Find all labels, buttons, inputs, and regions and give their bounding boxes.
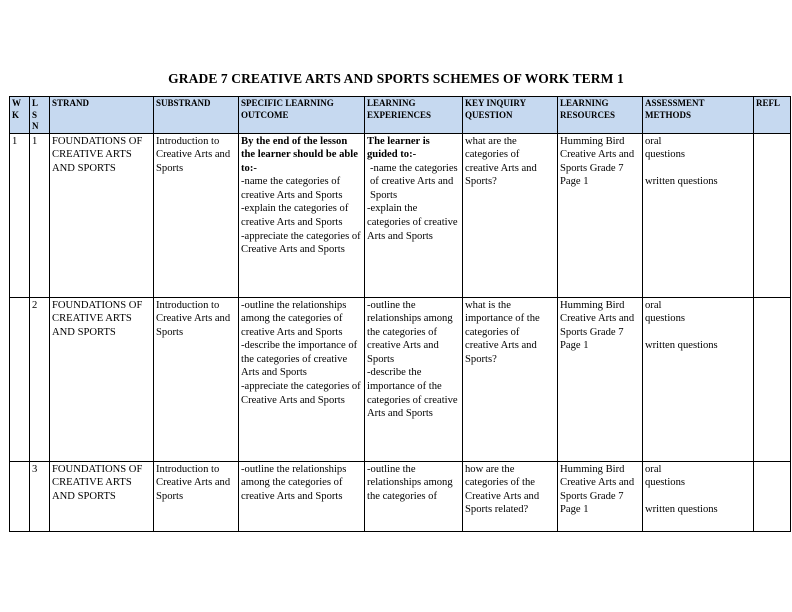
cell-learning-experiences xyxy=(365,133,463,297)
cell-reflection xyxy=(754,461,791,531)
slo-item: -explain the categories of creative Arts and Sports xyxy=(241,203,349,229)
cell-strand: FOUNDATIONS OF CREATIVE ARTS AND SPORTS xyxy=(50,461,154,531)
cell-reflection xyxy=(754,133,791,297)
le-intro: The learner is guided to:- xyxy=(367,135,430,161)
header-wk: W K xyxy=(10,97,30,134)
cell-key-inquiry-question: what is the importance of the categories of creative Arts and Sports? xyxy=(463,297,558,461)
page-title: GRADE 7 CREATIVE ARTS AND SPORTS SCHEMES OF WORK TERM 1 xyxy=(168,71,624,86)
cell-learning-experiences xyxy=(365,297,463,461)
cell-learning-resources: Humming Bird Creative Arts and Sports Grade 7 Page 1 xyxy=(558,297,643,461)
header-strand: STRAND xyxy=(50,97,154,134)
header-learning-experiences: LEARNING EXPERIENCES xyxy=(365,97,463,134)
cell-strand: FOUNDATIONS OF CREATIVE ARTS AND SPORTS xyxy=(50,133,154,297)
table-row xyxy=(10,133,791,297)
le-item: -name the categories of creative Arts and Sports xyxy=(370,162,458,201)
cell-assessment-methods: oral questions written questions xyxy=(643,461,754,531)
header-assessment-methods: ASSESSMENT METHODS xyxy=(643,97,754,134)
slo-item: -name the categories of creative Arts and Sports xyxy=(241,176,343,201)
cell-assessment-methods: oral questions written questions xyxy=(643,133,754,297)
slo-item: -describe the importance of the categories of creative Arts and Sports xyxy=(241,340,358,379)
le-item: -explain the categories of creative Arts and Sports xyxy=(367,203,458,242)
le-item: -outline the relationships among the categories of xyxy=(367,463,453,502)
cell-assessment-methods: oral questions written questions xyxy=(643,297,754,461)
cell-week: 1 xyxy=(10,133,30,297)
cell-learning-experiences xyxy=(365,461,463,531)
slo-item: -outline the relationships among the categories of creative Arts and Sports xyxy=(241,463,347,502)
cell-specific-learning-outcome xyxy=(239,461,365,531)
cell-substrand: Introduction to Creative Arts and Sports xyxy=(154,133,239,297)
cell-lesson: 1 xyxy=(30,133,50,297)
cell-reflection xyxy=(754,297,791,461)
cell-substrand: Introduction to Creative Arts and Sports xyxy=(154,297,239,461)
cell-learning-resources: Humming Bird Creative Arts and Sports Grade 7 Page 1 xyxy=(558,461,643,531)
header-specific-learning-outcome: SPECIFIC LEARNING OUTCOME xyxy=(239,97,365,134)
slo-item: -appreciate the categories of Creative Arts and Sports xyxy=(241,230,361,256)
cell-week xyxy=(10,297,30,461)
cell-key-inquiry-question: how are the categories of the Creative Arts and Sports related? xyxy=(463,461,558,531)
cell-lesson: 3 xyxy=(30,461,50,531)
table-row xyxy=(10,461,791,531)
cell-substrand: Introduction to Creative Arts and Sports xyxy=(154,461,239,531)
header-substrand: SUBSTRAND xyxy=(154,97,239,134)
header-learning-resources: LEARNING RESOURCES xyxy=(558,97,643,134)
cell-week xyxy=(10,461,30,531)
cell-specific-learning-outcome xyxy=(239,297,365,461)
slo-item: -outline the relationships among the categories of creative Arts and Sports xyxy=(241,299,347,338)
le-item: -describe the importance of the categories of creative Arts and Sports xyxy=(367,367,458,420)
cell-key-inquiry-question: what are the categories of creative Arts and Sports? xyxy=(463,133,558,297)
cell-lesson: 2 xyxy=(30,297,50,461)
schemes-of-work-table xyxy=(9,96,791,532)
table-row xyxy=(10,297,791,461)
cell-specific-learning-outcome xyxy=(239,133,365,297)
slo-intro: By the end of the lesson the learner should be able to:- xyxy=(241,135,358,174)
slo-item: -appreciate the categories of Creative Arts and Sports xyxy=(241,381,361,406)
header-reflection: REFL xyxy=(754,97,791,134)
cell-learning-resources: Humming Bird Creative Arts and Sports Grade 7 Page 1 xyxy=(558,133,643,297)
header-key-inquiry-question: KEY INQUIRY QUESTION xyxy=(463,97,558,134)
le-item: -outline the relationships among the categories of creative Arts and Sports xyxy=(367,299,453,365)
table-header-row xyxy=(10,97,791,134)
header-lsn: L S N xyxy=(30,97,50,134)
cell-strand: FOUNDATIONS OF CREATIVE ARTS AND SPORTS xyxy=(50,297,154,461)
